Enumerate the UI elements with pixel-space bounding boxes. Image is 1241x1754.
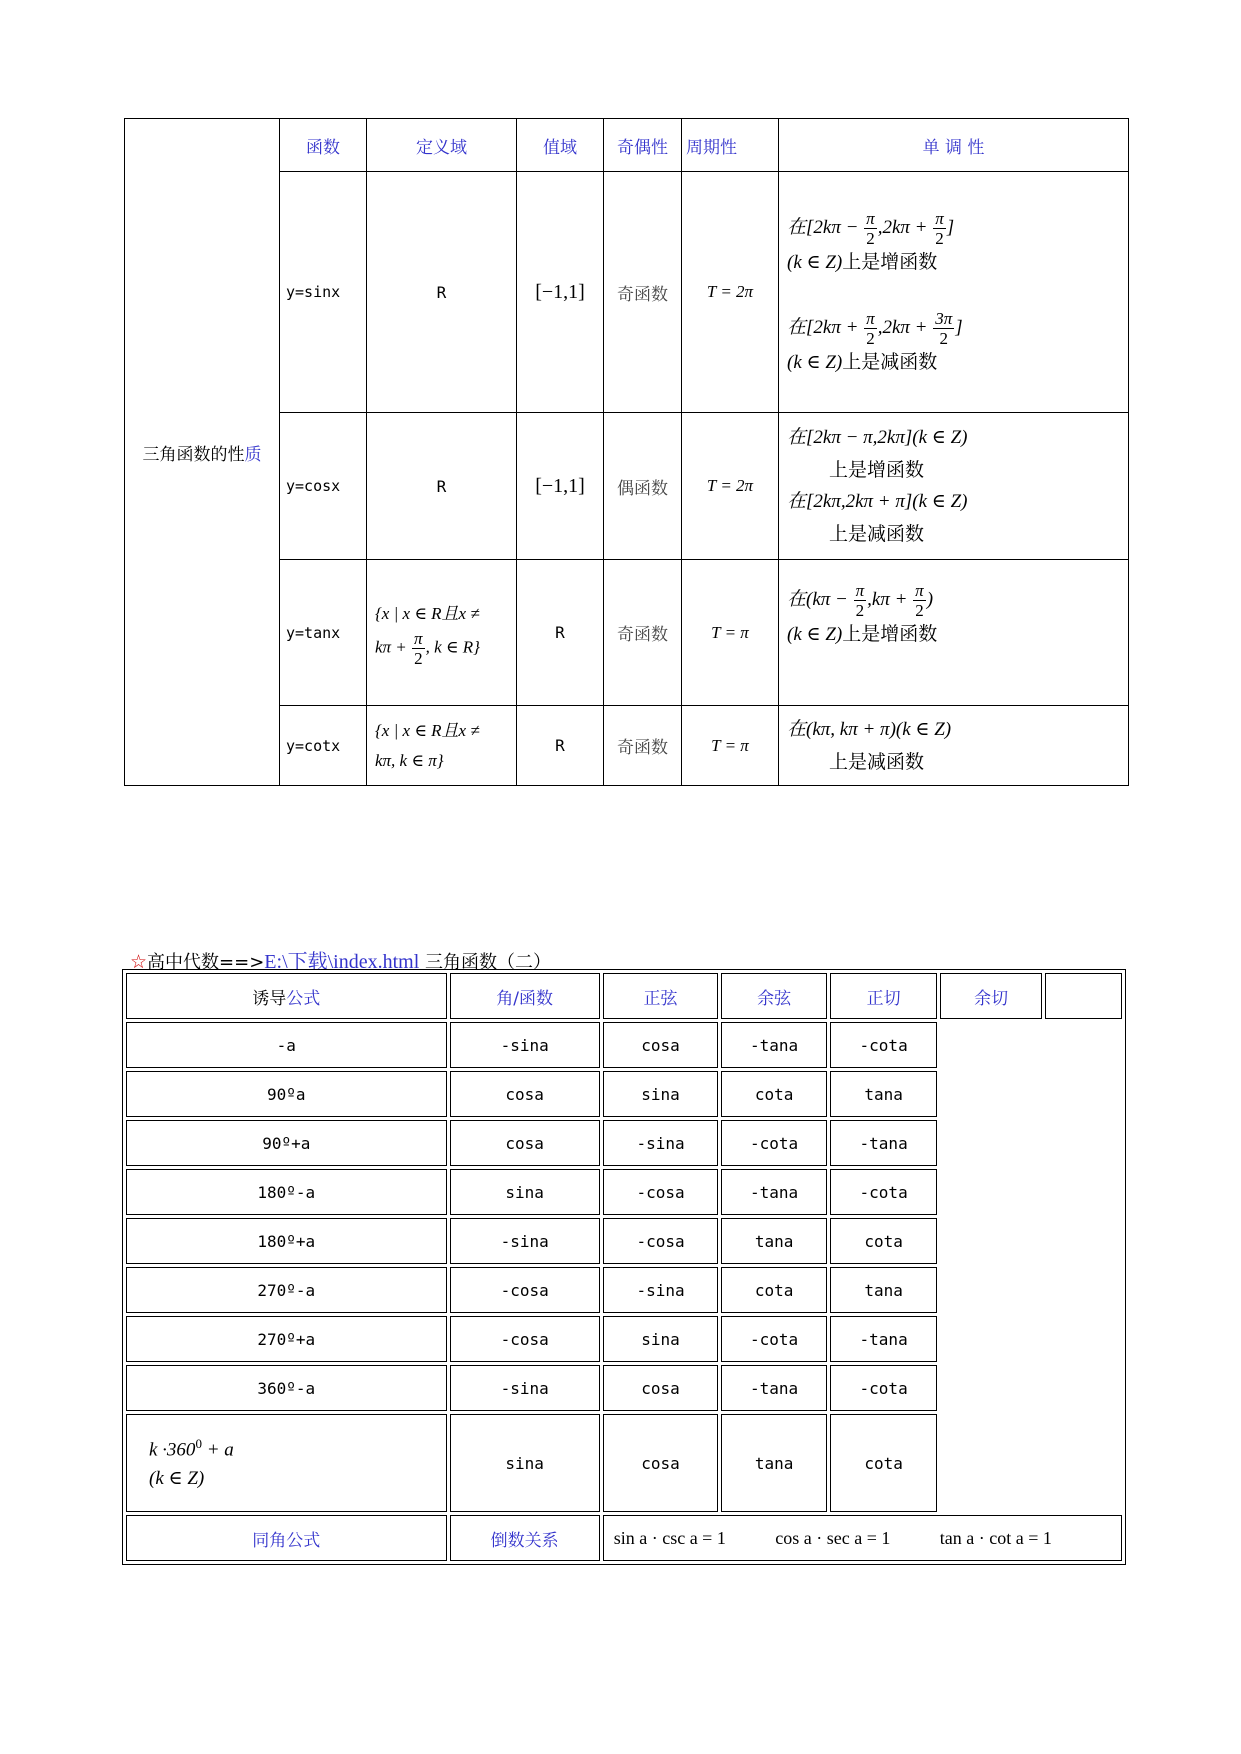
fraction <box>933 210 946 247</box>
empty-column <box>1045 973 1122 1019</box>
cell-cotangent: -tana <box>830 1316 938 1362</box>
math-text: ,kπ + <box>867 588 908 610</box>
cell-angle: -a <box>126 1022 447 1068</box>
math-text: ,2kπ + <box>877 316 928 338</box>
cell-cosine: cosa <box>603 1414 719 1512</box>
cell-tangent: -cota <box>721 1316 827 1362</box>
func-sin: y=sinx <box>280 172 367 413</box>
cell-cotangent: -cota <box>830 1365 938 1411</box>
cell-sine: -sina <box>450 1022 600 1068</box>
angle-k360 <box>126 1414 447 1512</box>
cell-angle: 180º-a <box>126 1169 447 1215</box>
fraction <box>864 210 877 247</box>
header-domain: 定义域 <box>367 119 517 172</box>
header-cotangent: 余切 <box>940 973 1041 1019</box>
numerator: π <box>935 209 944 228</box>
denominator: 2 <box>866 329 875 348</box>
cell-cotangent: tana <box>830 1071 938 1117</box>
row-header-trig-properties <box>125 119 280 786</box>
formula: sin a · csc a = 1 <box>613 1527 726 1548</box>
monotonicity-tan <box>779 560 1129 706</box>
math-text: ] <box>946 216 955 238</box>
domain-line <box>375 630 510 667</box>
cell-cosine: sina <box>603 1071 719 1117</box>
formula: tan a · cot a = 1 <box>939 1527 1052 1548</box>
heading-text: 高中代数==> <box>147 952 265 973</box>
domain-line: {x | x ∈ R且x ≠ <box>375 603 480 623</box>
table-row <box>126 1071 1122 1117</box>
fraction <box>864 310 877 347</box>
cell-tangent: cota <box>721 1071 827 1117</box>
same-angle-label: 同角公式 <box>126 1515 447 1561</box>
table-row <box>126 1169 1122 1215</box>
cell-sine: sina <box>450 1414 600 1512</box>
star-icon: ☆ <box>130 951 148 973</box>
domain-line: {x | x ∈ R且x ≠ <box>375 720 480 740</box>
header-cosine: 余弦 <box>721 973 827 1019</box>
cell-angle: 90º+a <box>126 1120 447 1166</box>
cell-tangent: -tana <box>721 1169 827 1215</box>
cell-cotangent: tana <box>830 1267 938 1313</box>
header-angle: 角/函数 <box>450 973 600 1019</box>
numerator: 3π <box>935 309 953 328</box>
cell-tangent: tana <box>721 1218 827 1264</box>
cell-cosine: cosa <box>603 1365 719 1411</box>
reciprocal-label: 倒数关系 <box>450 1515 600 1561</box>
mono-line <box>787 582 1122 619</box>
math-text: (k ∈ Z) <box>787 352 843 373</box>
math-text: 在(kπ − <box>787 588 848 610</box>
cell-tangent: -cota <box>721 1120 827 1166</box>
mono-line: 在[2kπ − π,2kπ](k ∈ Z) <box>787 427 968 448</box>
reciprocal-formulas <box>603 1515 1122 1561</box>
math-text: , k ∈ R} <box>425 636 480 656</box>
header-period: 周期性 <box>682 119 779 172</box>
cell-cotangent: cota <box>830 1414 938 1512</box>
parity-tan: 奇函数 <box>604 560 682 706</box>
math-text: ,2kπ + <box>877 216 928 238</box>
heading-link[interactable]: E:\下载\index.html <box>264 951 420 973</box>
math-text: (k ∈ Z) <box>787 252 843 273</box>
domain-line: kπ, k ∈ π} <box>375 750 444 770</box>
parity-cot: 奇函数 <box>604 706 682 786</box>
monotonicity-sin <box>779 172 1129 413</box>
mono-line <box>787 619 1122 646</box>
cell-sine: -cosa <box>450 1267 600 1313</box>
cell-sine: -cosa <box>450 1316 600 1362</box>
cell-cosine: -cosa <box>603 1218 719 1264</box>
parity-sin: 奇函数 <box>604 172 682 413</box>
cell-cosine: -sina <box>603 1267 719 1313</box>
header-monotonicity: 单 调 性 <box>779 119 1129 172</box>
mono-text: 上是减函数 <box>842 351 938 373</box>
cell-angle: 270º-a <box>126 1267 447 1313</box>
table-row <box>126 1515 1122 1561</box>
fraction <box>913 582 926 619</box>
cell-tangent: -tana <box>721 1022 827 1068</box>
numerator: π <box>414 628 423 648</box>
mono-line <box>787 210 1122 247</box>
cell-cosine: cosa <box>603 1022 719 1068</box>
cell-cotangent: -cota <box>830 1169 938 1215</box>
mono-line <box>787 310 1122 347</box>
cell-sine: cosa <box>450 1120 600 1166</box>
cell-cotangent: cota <box>830 1218 938 1264</box>
period-sin: T = 2π <box>682 172 779 413</box>
header-function: 函数 <box>280 119 367 172</box>
func-cos: y=cosx <box>280 413 367 560</box>
mono-line: 上是增函数 <box>829 459 925 481</box>
cell-tangent: -tana <box>721 1365 827 1411</box>
math-text: kπ + <box>375 636 407 656</box>
cell-cotangent: -tana <box>830 1120 938 1166</box>
induction-label-text-blue: 公式 <box>286 988 321 1009</box>
math-text: (k ∈ Z) <box>787 624 843 645</box>
trig-properties-table <box>124 118 1129 786</box>
cell-cosine: sina <box>603 1316 719 1362</box>
math-text: 在[2kπ + <box>787 316 859 338</box>
range-tan: R <box>517 560 604 706</box>
cell-angle: 360º-a <box>126 1365 447 1411</box>
header-parity: 奇偶性 <box>604 119 682 172</box>
induction-formula-table <box>122 969 1126 1565</box>
cell-tangent: cota <box>721 1267 827 1313</box>
header-range: 值域 <box>517 119 604 172</box>
domain-sin: R <box>367 172 517 413</box>
table-row <box>125 119 1129 172</box>
cell-cotangent: -cota <box>830 1022 938 1068</box>
heading-title: 三角函数（二） <box>419 952 552 973</box>
math-text: + a <box>201 1439 234 1461</box>
row-header-text: 三角函数的性 <box>142 444 245 465</box>
denominator: 2 <box>855 601 865 620</box>
table-row <box>126 1316 1122 1362</box>
induction-label-text: 诱导 <box>252 988 287 1009</box>
monotonicity-cos <box>779 413 1129 560</box>
angle-line: (k ∈ Z) <box>149 1468 205 1490</box>
denominator: 2 <box>935 229 944 248</box>
mono-text: 上是增函数 <box>842 623 938 645</box>
cell-sine: -sina <box>450 1218 600 1264</box>
mono-line <box>787 347 1122 374</box>
cell-sine: cosa <box>450 1071 600 1117</box>
func-cot: y=cotx <box>280 706 367 786</box>
cell-sine: sina <box>450 1169 600 1215</box>
domain-cos: R <box>367 413 517 560</box>
domain-tan <box>367 560 517 706</box>
table-row <box>126 1120 1122 1166</box>
math-text: ) <box>926 588 934 610</box>
table-row <box>126 1218 1122 1264</box>
cell-cosine: -sina <box>603 1120 719 1166</box>
range-cot: R <box>517 706 604 786</box>
table-row <box>126 1365 1122 1411</box>
func-tan: y=tanx <box>280 560 367 706</box>
denominator: 2 <box>915 601 924 620</box>
math-text: k ·360 <box>149 1439 196 1461</box>
spacer <box>787 274 1122 310</box>
superscript: 0 <box>195 1435 202 1451</box>
table-row <box>126 1414 1122 1512</box>
angle-line <box>149 1436 446 1461</box>
mono-line <box>787 247 1122 274</box>
induction-label <box>126 973 447 1019</box>
fraction <box>854 582 867 619</box>
range-sin: [−1,1] <box>517 172 604 413</box>
table-row <box>126 973 1122 1019</box>
mono-text: 上是增函数 <box>842 251 938 273</box>
monotonicity-cot <box>779 706 1129 786</box>
domain-cot <box>367 706 517 786</box>
numerator: π <box>855 581 865 600</box>
mono-line: 上是减函数 <box>829 750 925 773</box>
cell-tangent: tana <box>721 1414 827 1512</box>
math-text: 在[2kπ − <box>787 216 859 238</box>
numerator: π <box>866 209 875 228</box>
table-row <box>126 1022 1122 1068</box>
cell-angle: 90ºa <box>126 1071 447 1117</box>
fraction <box>412 630 425 667</box>
row-header-text-blue: 质 <box>244 444 262 465</box>
header-tangent: 正切 <box>830 973 938 1019</box>
header-sine: 正弦 <box>603 973 719 1019</box>
mono-line: 在[2kπ,2kπ + π](k ∈ Z) <box>787 491 968 512</box>
cell-cosine: -cosa <box>603 1169 719 1215</box>
range-cos: [−1,1] <box>517 413 604 560</box>
denominator: 2 <box>414 648 423 668</box>
cell-angle: 180º+a <box>126 1218 447 1264</box>
table-row <box>126 1267 1122 1313</box>
cell-sine: -sina <box>450 1365 600 1411</box>
math-text: ] <box>955 316 963 338</box>
period-cos: T = 2π <box>682 413 779 560</box>
cell-angle: 270º+a <box>126 1316 447 1362</box>
denominator: 2 <box>939 329 948 348</box>
period-tan: T = π <box>682 560 779 706</box>
parity-cos: 偶函数 <box>604 413 682 560</box>
numerator: π <box>866 309 875 328</box>
mono-line: 上是减函数 <box>829 523 925 545</box>
denominator: 2 <box>866 229 875 248</box>
mono-line: 在(kπ, kπ + π)(k ∈ Z) <box>787 718 952 740</box>
formula: cos a · sec a = 1 <box>775 1527 891 1548</box>
period-cot: T = π <box>682 706 779 786</box>
fraction <box>933 310 954 347</box>
numerator: π <box>915 581 924 600</box>
